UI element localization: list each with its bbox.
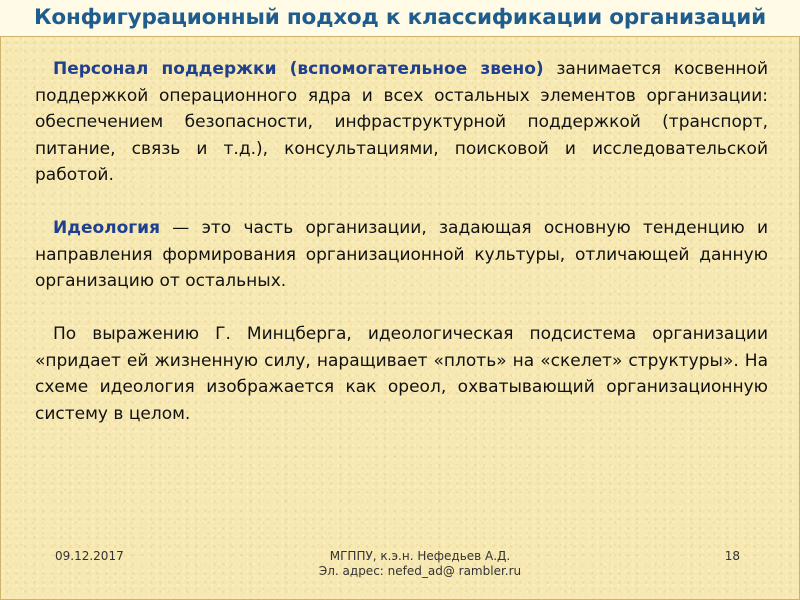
footer-author-line: МГППУ, к.э.н. Нефедьев А.Д. <box>329 549 511 563</box>
footer-author <box>270 549 570 579</box>
slide-title: Конфигурационный подход к классификации организаций <box>34 5 766 30</box>
slide-body <box>35 56 768 454</box>
paragraph-ideology-text: — это часть организации, задающая основную тенденцию и направления формирования организационной культуры, отличающей данную организацию от остальных. <box>35 218 768 291</box>
footer-email-line: Эл. адрес: nefed_ad@ rambler.ru <box>318 564 522 578</box>
paragraph-mintzberg-text: По выражению Г. Минцберга, идеологическая подсистема организации «придает ей жизненную силу, наращивает «плоть» на «скелет» структуры». На схеме идеология изображается как ореол, охватывающий организационную систему в целом. <box>35 324 768 424</box>
footer-date: 09.12.2017 <box>55 549 124 563</box>
paragraph-support-staff-text: занимается косвенной поддержкой операционного ядра и всех остальных элементов организации: обеспечением безопасности, инфраструктурной поддержкой (транспорт, питание, связь и т.д.), консультациями, поисковой и исследовательской работой. <box>35 59 768 185</box>
term-ideology: Идеология <box>53 218 161 238</box>
paragraph-ideology <box>35 215 768 295</box>
paragraph-mintzberg <box>35 321 768 427</box>
page-number: 18 <box>724 549 740 563</box>
paragraph-support-staff <box>35 56 768 189</box>
term-support-staff: Персонал поддержки (вспомогательное звено) <box>53 59 544 79</box>
